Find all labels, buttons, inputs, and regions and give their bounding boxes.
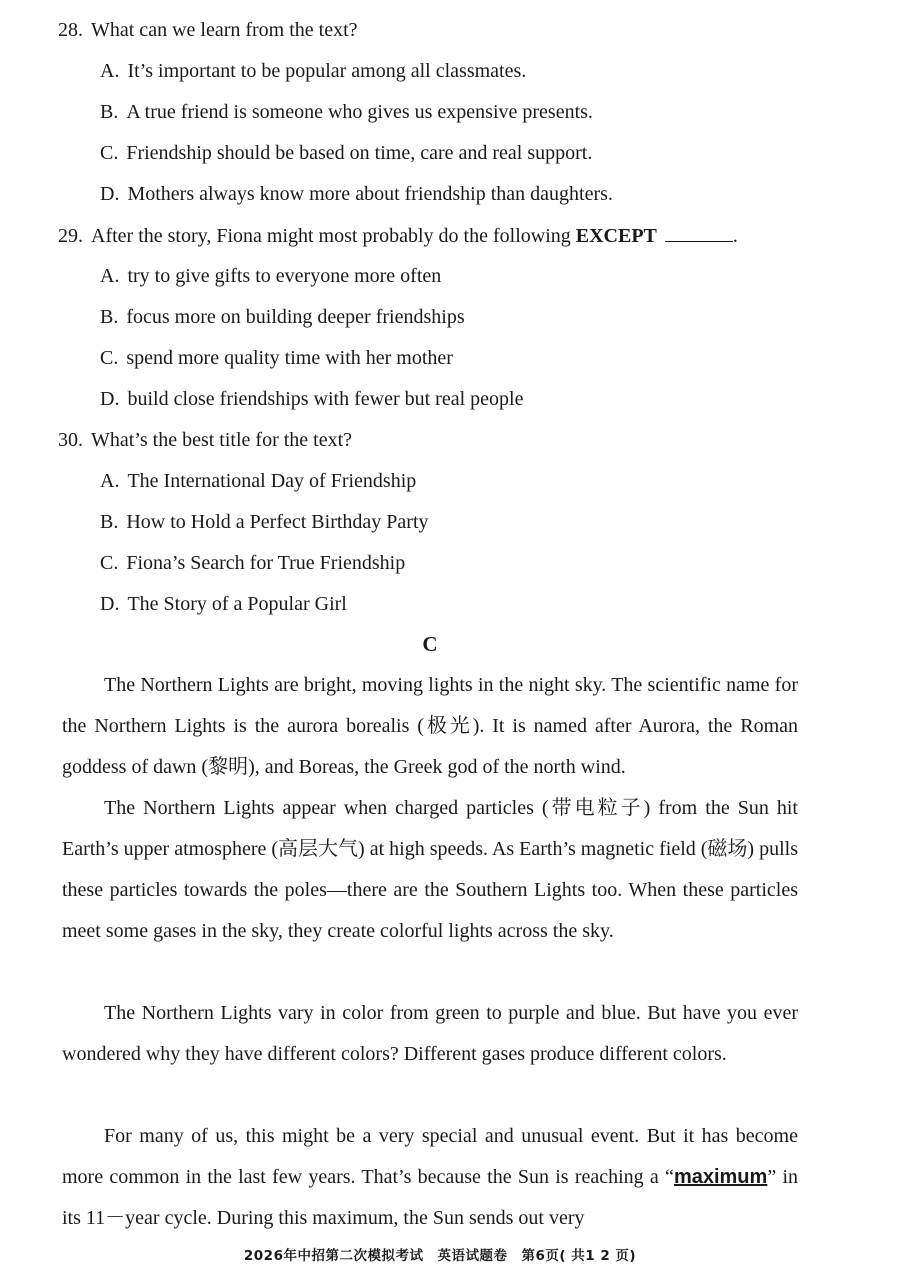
option-text: Fiona’s Search for True Friendship xyxy=(126,552,406,574)
question-number: 29. xyxy=(58,225,83,247)
page-footer: 2026年中招第二次模拟考试 英语试题卷 第6页( 共1 2 页) xyxy=(243,1248,637,1264)
option-letter: B. xyxy=(100,101,119,123)
option-text: Friendship should be based on time, care and real support. xyxy=(126,142,593,164)
question-number: 30. xyxy=(58,429,83,451)
option-text: try to give gifts to everyone more often xyxy=(127,265,442,287)
option-letter: B. xyxy=(100,306,119,328)
option-letter: D. xyxy=(100,183,120,205)
option-letter: D. xyxy=(100,388,120,410)
option-30d xyxy=(100,592,347,616)
option-29b xyxy=(100,305,465,329)
option-28a xyxy=(100,59,526,83)
option-29c xyxy=(100,346,453,370)
passage-paragraph xyxy=(62,665,798,788)
paragraph-text: The Northern Lights vary in color from green to purple and blue. But have you ever wondered why they have different colors? Different gases produce different colors. xyxy=(62,1002,798,1065)
option-30a xyxy=(100,469,416,493)
question-stem-emphasis: EXCEPT xyxy=(575,225,657,247)
option-30b xyxy=(100,510,429,534)
paragraph-text: ” in its 11－year cycle. During this maximum, the Sun sends out very xyxy=(62,1166,798,1229)
question-stem-end: . xyxy=(732,225,738,247)
option-28c xyxy=(100,141,592,165)
option-29a xyxy=(100,264,441,288)
option-28d xyxy=(100,182,613,206)
option-letter: C. xyxy=(100,347,119,369)
option-text: focus more on building deeper friendships xyxy=(126,306,465,328)
option-text: The Story of a Popular Girl xyxy=(127,593,347,615)
option-letter: A. xyxy=(100,60,120,82)
option-text: It’s important to be popular among all classmates. xyxy=(127,60,527,82)
passage-paragraph xyxy=(62,993,798,1075)
option-letter: B. xyxy=(100,511,119,533)
option-text: spend more quality time with her mother xyxy=(126,347,453,369)
passage-paragraph xyxy=(62,788,798,952)
option-letter: D. xyxy=(100,593,120,615)
question-28 xyxy=(58,18,358,42)
paragraph-text: For many of us, this might be a very special and unusual event. But it has become more common in the last few years. That’s because the Sun is reaching a “ xyxy=(62,1125,798,1188)
option-28b xyxy=(100,100,593,124)
question-number: 28. xyxy=(58,19,83,41)
option-30c xyxy=(100,551,405,575)
question-30 xyxy=(58,428,352,452)
option-letter: A. xyxy=(100,470,120,492)
question-stem: What’s the best title for the text? xyxy=(91,429,353,451)
option-text: A true friend is someone who gives us expensive presents. xyxy=(126,101,593,123)
answer-blank xyxy=(665,223,733,242)
question-29 xyxy=(58,223,738,248)
question-stem: What can we learn from the text? xyxy=(91,19,358,41)
option-text: Mothers always know more about friendship than daughters. xyxy=(127,183,613,205)
option-letter: C. xyxy=(100,142,119,164)
option-text: How to Hold a Perfect Birthday Party xyxy=(126,511,429,533)
underlined-word: maximum xyxy=(673,1166,768,1188)
option-29d xyxy=(100,387,523,411)
option-text: The International Day of Friendship xyxy=(127,470,417,492)
passage-paragraph xyxy=(62,1116,798,1239)
paragraph-text: The Northern Lights appear when charged particles (带电粒子) from the Sun hit Earth’s upper atmosphere (高层大气) at high speeds. As Earth’s magnetic field (磁场) pulls these particles towards the poles—there are the Southern Lights too. When these particles meet some gases in the sky, they create colorful lights across the sky. xyxy=(62,797,798,942)
paragraph-text: The Northern Lights are bright, moving lights in the night sky. The scientific name for the Northern Lights is the aurora borealis (极光). It is named after Aurora, the Roman goddess of dawn (黎明), and Boreas, the Greek god of the north wind. xyxy=(62,674,798,778)
option-letter: A. xyxy=(100,265,120,287)
option-letter: C. xyxy=(100,552,119,574)
question-stem: After the story, Fiona might most probably do the following xyxy=(91,225,571,247)
section-title: C xyxy=(422,632,438,656)
option-text: build close friendships with fewer but real people xyxy=(127,388,524,410)
